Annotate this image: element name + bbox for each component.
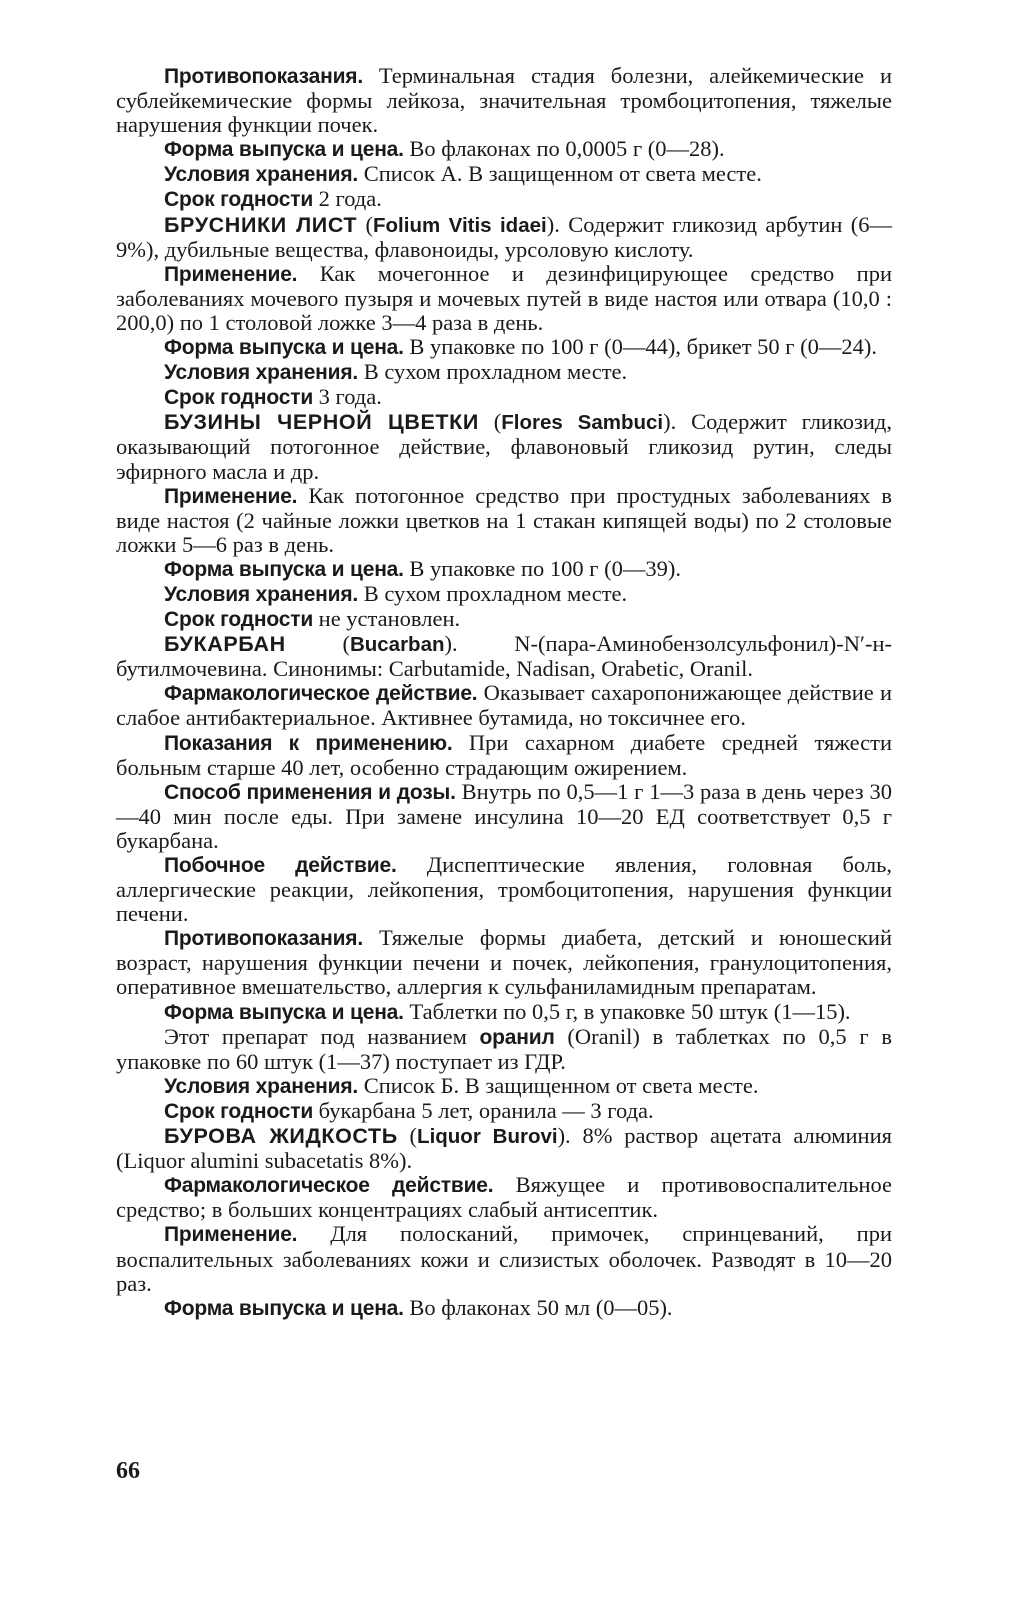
section-paragraph <box>116 681 892 730</box>
section-paragraph <box>116 137 892 162</box>
section-label: Побочное действие. <box>164 854 397 877</box>
entry-heading: БРУСНИКИ ЛИСТ <box>164 212 358 237</box>
section-text: Оказывает сахаропонижающее действие и слабое антибактериальное. Активнее бутамида, но токсичнее его. <box>116 680 893 731</box>
entry-latin-name: Flores Sambuci <box>501 411 664 435</box>
section-paragraph <box>116 780 892 853</box>
entry-paragraph: БУКАРБАН (Bucarban). N-(пара-Аминобензолсульфонил)-N′-н-бутилмочевина. Синонимы: Carbutamide, Nadisan, Orabetic, Oranil. <box>116 631 892 682</box>
section-label: Способ применения и дозы. <box>164 780 456 804</box>
section-text: не установлен. <box>313 606 461 632</box>
section-label: Форма выпуска и цена. <box>164 1296 404 1320</box>
section-paragraph <box>116 162 892 187</box>
section-text: Тяжелые формы диабета, детский и юношеский возраст, нарушения функции печени и почек, лейкопения, гранулоцитопения, оперативное вмешательство, аллергия к сульфаниламидным препаратам. <box>116 925 892 1000</box>
section-paragraph <box>116 385 892 410</box>
entry-text: 8% раствор ацетата алюминия (Liquor alumini subacetatis 8%). <box>116 1123 892 1174</box>
entry-heading: БУКАРБАН <box>164 632 286 657</box>
section-label: Противопоказания. <box>164 927 363 951</box>
section-text: Таблетки по 0,5 г, в упаковке 50 штук (1—15). <box>403 998 851 1024</box>
page-body <box>116 64 892 1321</box>
section-label: Форма выпуска и цена. <box>164 336 404 360</box>
section-paragraph <box>116 360 892 385</box>
section-label: Фармакологическое действие. <box>164 682 478 706</box>
section-label: Условия хранения. <box>164 163 359 187</box>
section-text: Список А. В защищенном от света месте. <box>358 161 762 187</box>
section-paragraph <box>116 853 892 926</box>
entry-heading: БУРОВА ЖИДКОСТЬ <box>164 1124 398 1149</box>
paragraph-lead-text: Этот препарат под названием <box>164 1023 480 1049</box>
section-text: Диспептические явления, головная боль, аллергические реакции, лейкопения, тромбоцитопения, нарушения функции печени. <box>116 852 892 927</box>
section-label: Показания к применению. <box>164 731 453 755</box>
section-label: Форма выпуска и цена. <box>164 557 404 581</box>
section-paragraph <box>116 1222 892 1295</box>
section-label: Срок годности <box>164 608 314 632</box>
section-paragraph <box>116 187 892 212</box>
section-paragraph <box>116 1099 892 1124</box>
section-label: Условия хранения. <box>164 1074 359 1098</box>
entry-text: Содержит гликозид арбутин (6—9%), дубильные вещества, флавоноиды, урсоловую кислоту. <box>116 211 893 262</box>
section-text: 3 года. <box>313 384 382 410</box>
section-label: Форма выпуска и цена. <box>164 1000 404 1024</box>
entry-heading: БУЗИНЫ ЧЕРНОЙ ЦВЕТКИ <box>164 410 479 435</box>
section-text: Список Б. В защищенном от света месте. <box>358 1072 759 1098</box>
section-paragraph <box>116 731 892 780</box>
page-number: 66 <box>116 1458 140 1484</box>
section-paragraph <box>116 582 892 607</box>
entry-paragraph: БУЗИНЫ ЧЕРНОЙ ЦВЕТКИ (Flores Sambuci). Содержит гликозид, оказывающий потогонное действие, флавоновый гликозид рутин, следы эфирного масла и др. <box>116 409 893 484</box>
section-label: Применение. <box>164 262 298 286</box>
section-label: Форма выпуска и цена. <box>164 138 404 162</box>
entry-latin-name: Folium Vitis idaei <box>373 213 547 237</box>
section-label: Применение. <box>164 1223 298 1247</box>
section-text: Как мочегонное и дезинфицирующее средство при заболеваниях мочевого пузыря и мочевых путей в виде настоя или отвара (10,0 : 200,0) по 1 столовой ложке 3—4 раза в день. <box>116 260 892 335</box>
section-paragraph <box>116 1025 892 1074</box>
entry-paragraph: БУРОВА ЖИДКОСТЬ (Liquor Burovi). 8% раствор ацетата алюминия (Liquor alumini subacetatis 8%). <box>116 1123 892 1174</box>
section-text: В упаковке по 100 г (0—44), брикет 50 г (0—24). <box>403 334 877 360</box>
section-label: Применение. <box>164 484 298 508</box>
section-text: Для полосканий, примочек, спринцеваний, при воспалительных заболеваниях кожи и слизистых оболочек. Разводят в 10—20 раз. <box>116 1221 892 1296</box>
section-text: Во флаконах по 0,0005 г (0—28). <box>403 136 725 162</box>
entry-text: Содержит гликозид, оказывающий потогонное действие, флавоновый гликозид рутин, следы эфирного масла и др. <box>116 409 893 484</box>
section-text: Внутрь по 0,5—1 г 1—3 раза в день через 30—40 мин после еды. При замене инсулина 10—20 ЕД соответствует 0,5 г букарбана. <box>116 778 892 853</box>
entry-paragraph: БРУСНИКИ ЛИСТ (Folium Vitis idaei). Содержит гликозид арбутин (6—9%), дубильные вещества, флавоноиды, урсоловую кислоту. <box>116 211 893 262</box>
section-label: Противопоказания. <box>164 65 363 88</box>
section-paragraph <box>116 262 892 335</box>
section-text: (Oranil) в таблетках по 0,5 г в упаковке по 60 штук (1—37) поступает из ГДР. <box>116 1023 892 1074</box>
section-text: В упаковке по 100 г (0—39). <box>403 555 681 581</box>
section-paragraph <box>116 607 892 632</box>
section-paragraph <box>116 926 892 999</box>
section-text: Вяжущее и противовоспалительное средство; в больших концентрациях слабый антисептик. <box>116 1172 893 1223</box>
entry-text: N-(пара-Аминобензолсульфонил)-N′-н-бутилмочевина. Синонимы: Carbutamide, Nadisan, Orabetic, Oranil. <box>116 631 892 682</box>
entry-latin-name: Bucarban <box>349 633 445 657</box>
section-paragraph <box>116 484 892 557</box>
section-label: оранил <box>479 1025 555 1049</box>
section-label: Условия хранения. <box>164 582 359 606</box>
section-paragraph <box>116 1000 892 1025</box>
section-text: Во флаконах 50 мл (0—05). <box>403 1294 673 1320</box>
section-text: букарбана 5 лет, оранила — 3 года. <box>313 1097 654 1123</box>
section-paragraph <box>116 557 892 582</box>
section-label: Фармакологическое действие. <box>164 1174 494 1198</box>
section-paragraph <box>116 1074 892 1099</box>
entry-latin-name: Liquor Burovi <box>417 1125 558 1149</box>
section-label: Срок годности <box>164 386 314 410</box>
section-paragraph <box>116 64 892 137</box>
section-text: Терминальная стадия болезни, алейкемические и сублейкемические формы лейкоза, значительная тромбоцитопения, тяжелые нарушения функции почек. <box>116 63 892 138</box>
section-text: В сухом прохладном месте. <box>358 580 628 606</box>
section-text: В сухом прохладном месте. <box>358 359 628 385</box>
section-paragraph <box>116 335 892 360</box>
section-text: При сахарном диабете средней тяжести больным старше 40 лет, особенно страдающим ожирением. <box>116 729 892 780</box>
section-label: Срок годности <box>164 1099 314 1123</box>
section-paragraph <box>116 1173 892 1222</box>
section-label: Условия хранения. <box>164 361 359 385</box>
section-text: 2 года. <box>313 186 382 212</box>
section-label: Срок годности <box>164 188 314 212</box>
section-paragraph <box>116 1296 892 1321</box>
section-text: Как потогонное средство при простудных заболеваниях в виде настоя (2 чайные ложки цветков на 1 стакан кипящей воды) по 2 столовые ложки 5—6 раз в день. <box>116 482 892 557</box>
